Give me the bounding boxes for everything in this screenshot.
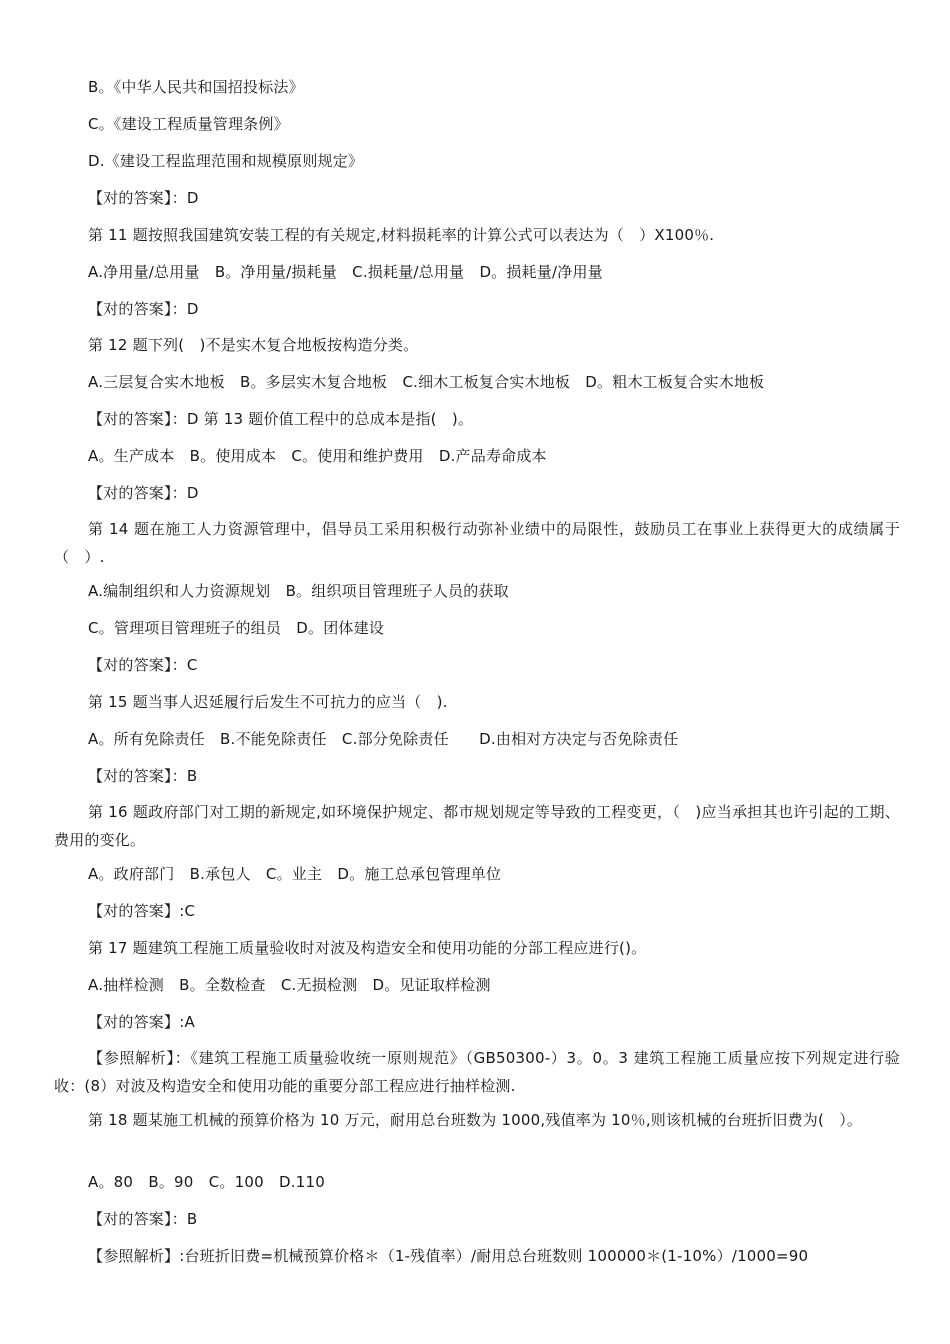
question-16: 第 16 题政府部门对工期的新规定,如环境保护规定、都市规划规定等导致的工程变更，（ )应当承担其也许引起的工期、费用的变化。 bbox=[54, 803, 900, 849]
answer-line: 【对的答案】：D bbox=[88, 189, 199, 207]
options-12: A.三层复合实木地板 B。多层实木复合地板 C.细木工板复合实木地板 D。粗木工板复合实木地板 bbox=[88, 373, 765, 391]
answer-line: 【对的答案】:A bbox=[88, 1013, 195, 1031]
question-18: 第 18 题某施工机械的预算价格为 10 万元，耐用总台班数为 1000,残值率为 10％,则该机械的台班折旧费为( ）。 bbox=[88, 1111, 863, 1129]
question-14: 第 14 题在施工人力资源管理中，倡导员工采用积极行动弥补业绩中的局限性，鼓励员工在事业上获得更大的成绩属于（ ）. bbox=[54, 520, 900, 566]
analysis-18: 【参照解析】:台班折旧费=机械预算价格＊（1-残值率）/耐用总台班数则 100000＊(1-10%）/1000=90 bbox=[88, 1247, 809, 1265]
answer-line: 【对的答案】：C bbox=[88, 656, 198, 674]
question-17: 第 17 题建筑工程施工质量验收时对波及构造安全和使用功能的分部工程应进行()。 bbox=[88, 939, 647, 957]
options-18: A。80 B。90 C。100 D.110 bbox=[88, 1173, 325, 1191]
options-17: A.抽样检测 B。全数检查 C.无损检测 D。见证取样检测 bbox=[88, 976, 491, 994]
analysis-17: 【参照解析】：《建筑工程施工质量验收统一原则规范》（GB50300-）3。0。3 建筑工程施工质量应按下列规定进行验收：(8）对波及构造安全和使用功能的重要分部工程应进行抽样检测. bbox=[54, 1049, 900, 1095]
answer-line: 【对的答案】：D bbox=[88, 300, 199, 318]
option-line: C。《建设工程质量管理条例》 bbox=[88, 115, 289, 133]
answer-line: 【对的答案】:C bbox=[88, 902, 196, 920]
answer-line: 【对的答案】：B bbox=[88, 1210, 198, 1228]
option-line: B。《中华人民共和国招投标法》 bbox=[88, 78, 304, 96]
options-11: A.净用量/总用量 B。净用量/损耗量 C.损耗量/总用量 D。损耗量/净用量 bbox=[88, 263, 603, 281]
option-line: D.《建设工程监理范围和规模原则规定》 bbox=[88, 152, 364, 170]
answer-line: 【对的答案】：B bbox=[88, 767, 198, 785]
options-15: A。所有免除责任 B.不能免除责任 C.部分免除责任 D.由相对方决定与否免除责任 bbox=[88, 730, 679, 748]
question-11: 第 11 题按照我国建筑安装工程的有关规定,材料损耗率的计算公式可以表达为（ ）X100％. bbox=[88, 226, 715, 244]
question-15: 第 15 题当事人迟延履行后发生不可抗力的应当（ ). bbox=[88, 693, 448, 711]
answer-line: 【对的答案】：D bbox=[88, 484, 199, 502]
options-13: A。生产成本 B。使用成本 C。使用和维护费用 D.产品寿命成本 bbox=[88, 447, 547, 465]
question-12: 第 12 题下列( )不是实木复合地板按构造分类。 bbox=[88, 336, 419, 354]
options-14-a: A.编制组织和人力资源规划 B。组织项目管理班子人员的获取 bbox=[88, 582, 509, 600]
options-14-b: C。管理项目管理班子的组员 D。团体建设 bbox=[88, 619, 385, 637]
options-16: A。政府部门 B.承包人 C。业主 D。施工总承包管理单位 bbox=[88, 865, 502, 883]
answer-and-question-13: 【对的答案】：D 第 13 题价值工程中的总成本是指( )。 bbox=[88, 410, 474, 428]
